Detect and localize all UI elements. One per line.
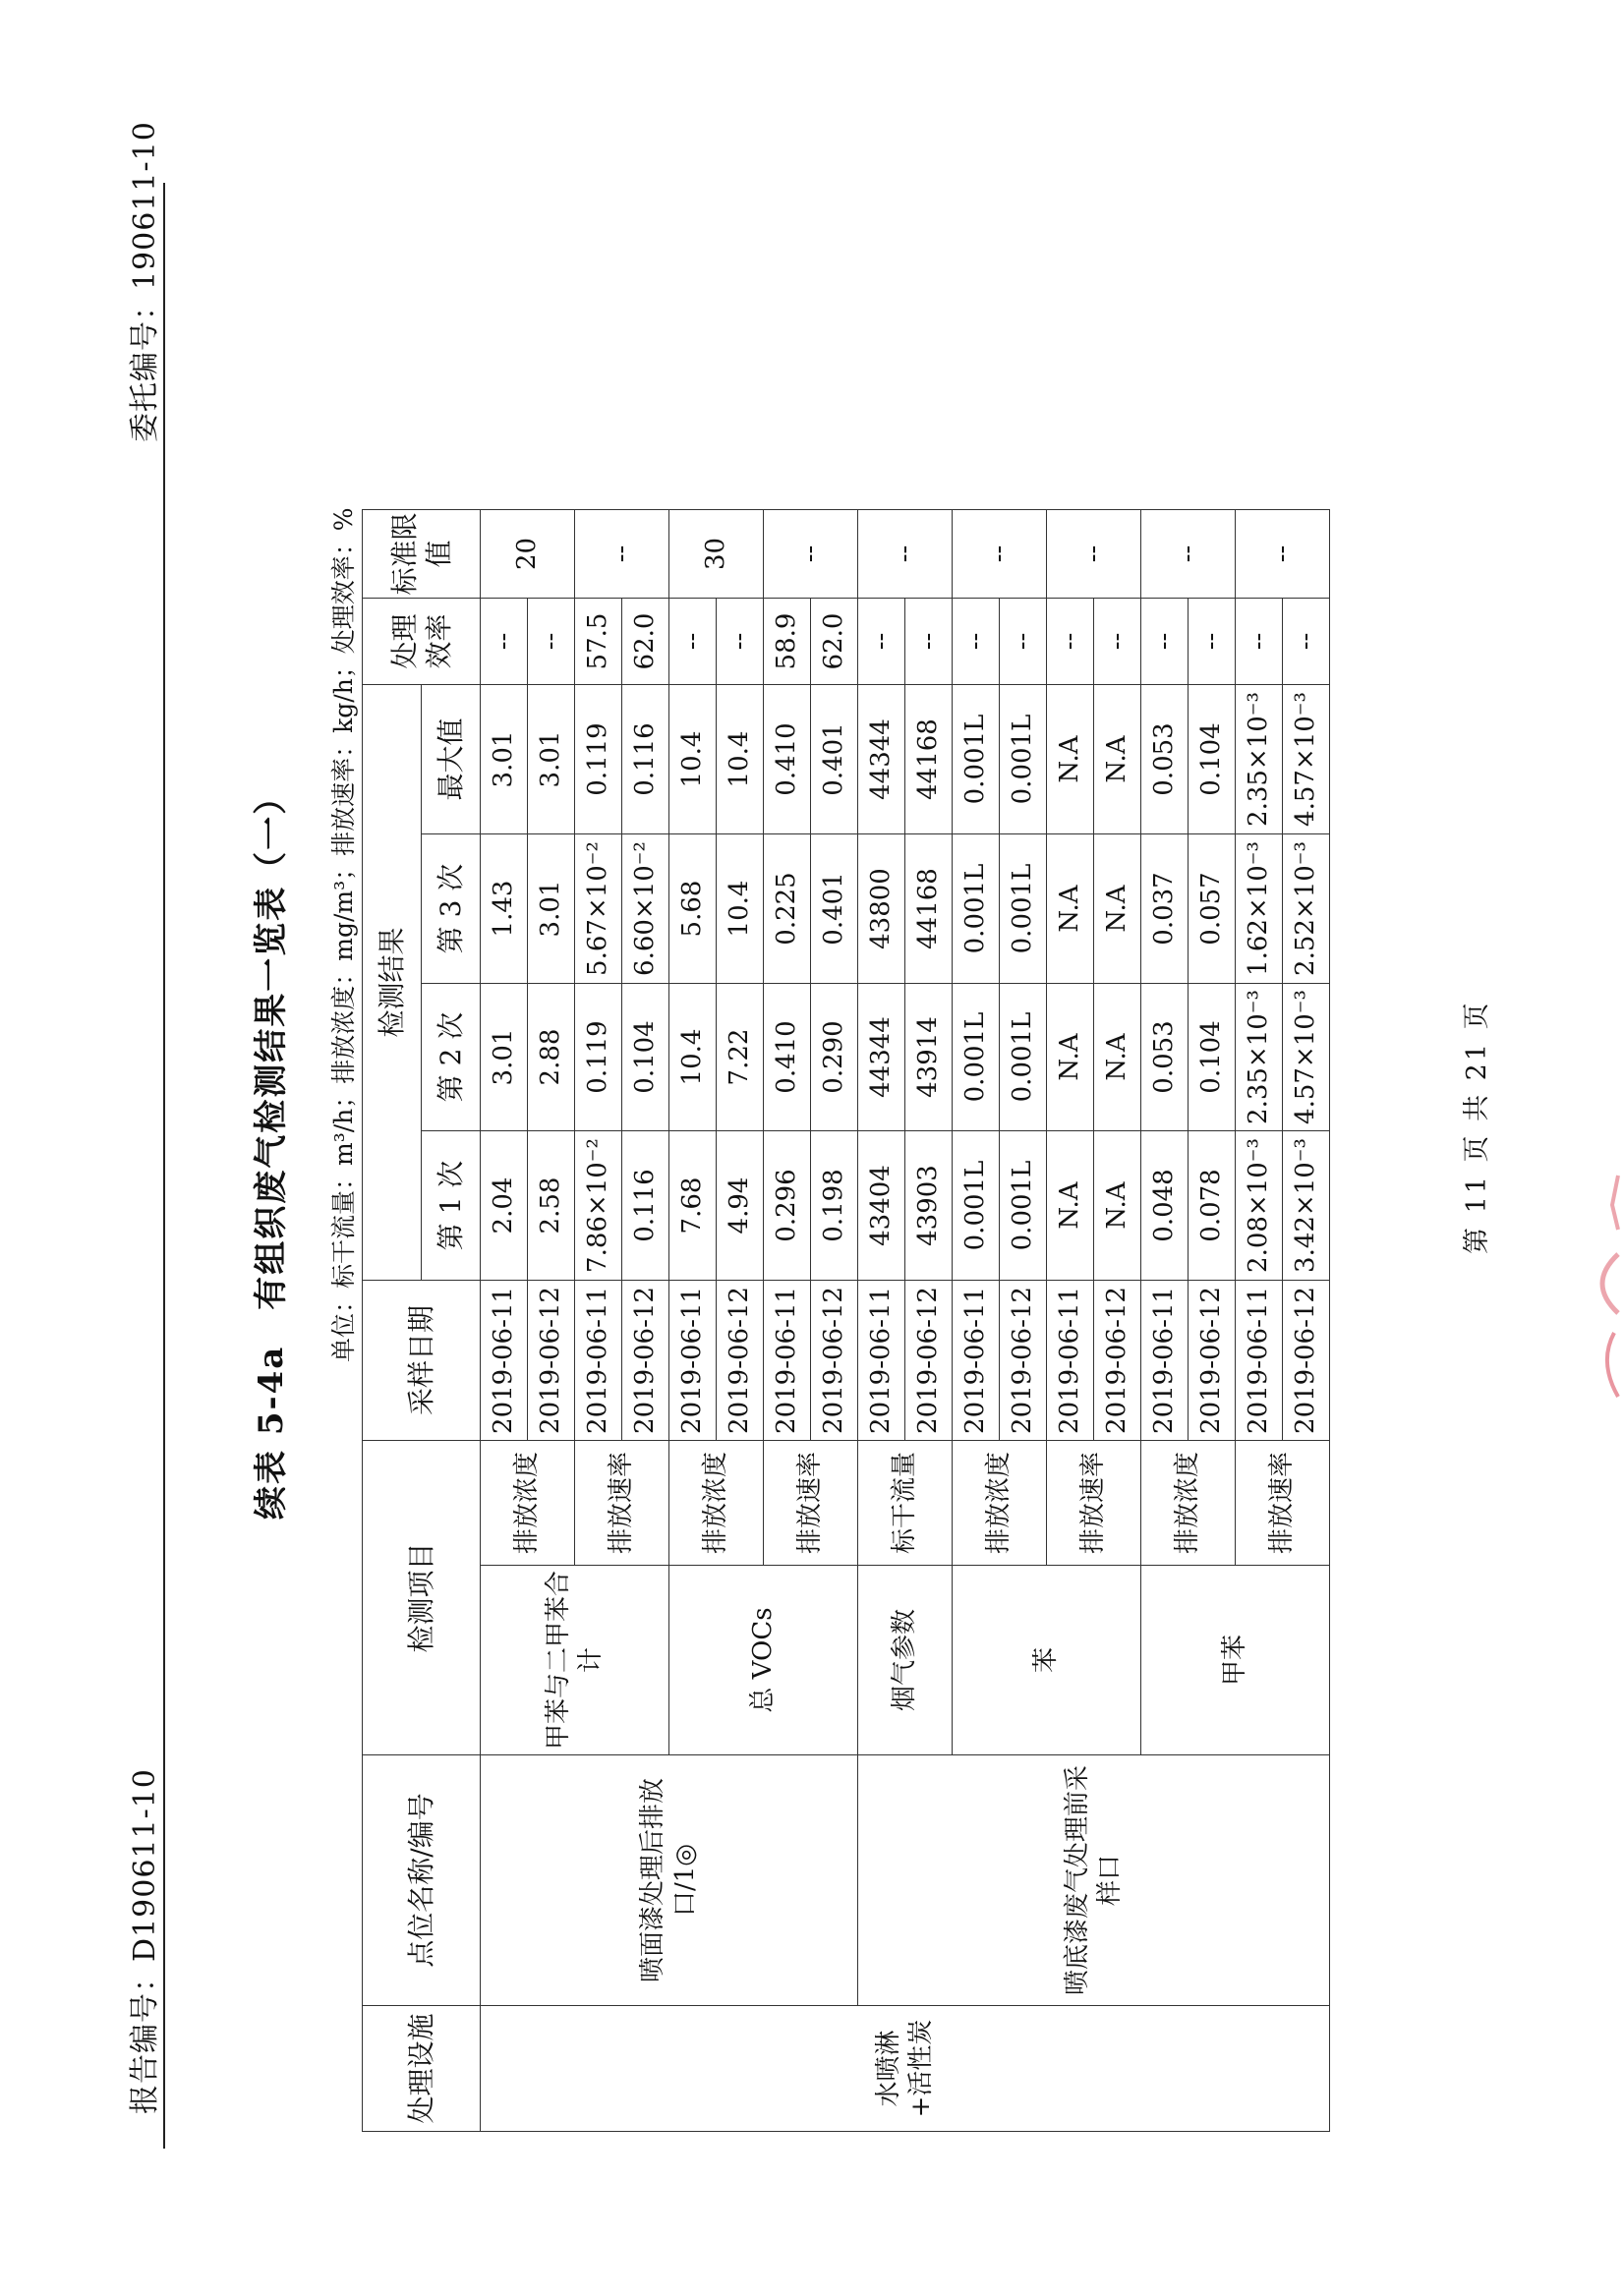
value-cell: 3.01 [481,984,528,1131]
value-cell: 0.001L [953,984,1000,1131]
value-cell: 0.037 [1141,834,1189,984]
red-stamp-edge [1579,1146,1624,1402]
date-cell: 2019-06-11 [858,1281,905,1441]
value-cell: 0.001L [1000,1131,1047,1281]
value-cell: 44344 [858,984,905,1131]
header-run-2: 第 2 次 [422,984,481,1131]
value-cell: 0.001L [1000,984,1047,1131]
value-cell: 0.410 [764,984,811,1131]
value-cell: 10.4 [669,685,717,834]
value-cell: 0.119 [575,984,622,1131]
results-table [362,509,1330,2132]
value-cell: 7.86×10⁻² [575,1131,622,1281]
date-cell: 2019-06-12 [1283,1281,1330,1441]
subitem-cell: 排放浓度 [481,1441,575,1566]
value-cell: 2.52×10⁻³ [1283,834,1330,984]
value-cell: 0.296 [764,1131,811,1281]
value-cell: 10.4 [717,685,764,834]
item-cell-5: 甲苯 [1141,1566,1330,1755]
date-cell: 2019-06-12 [528,1281,575,1441]
value-cell: 44344 [858,685,905,834]
subitem-cell: 排放速率 [1047,1441,1141,1566]
subitem-cell: 排放浓度 [1141,1441,1236,1566]
value-cell: 5.67×10⁻² [575,834,622,984]
value-cell: 7.68 [669,1131,717,1281]
limit-cell: -- [1236,510,1330,599]
eff-cell: -- [528,599,575,685]
eff-cell: -- [669,599,717,685]
value-cell: N.A [1094,685,1141,834]
value-cell: 6.60×10⁻² [622,834,669,984]
value-cell: 0.001L [1000,685,1047,834]
eff-cell: -- [1189,599,1236,685]
eff-cell: -- [858,599,905,685]
limit-cell: -- [1047,510,1141,599]
limit-cell: 30 [669,510,764,599]
header-facility: 处理设施 [363,2006,481,2132]
eff-cell: 62.0 [811,599,858,685]
date-cell: 2019-06-11 [575,1281,622,1441]
value-cell: 5.68 [669,834,717,984]
subitem-cell: 排放速率 [764,1441,858,1566]
date-cell: 2019-06-12 [622,1281,669,1441]
eff-cell: -- [717,599,764,685]
item-cell-3: 烟气参数 [858,1566,953,1755]
header-divider [163,183,165,2149]
value-cell: 43914 [905,984,953,1131]
eff-cell: 58.9 [764,599,811,685]
value-cell: 4.94 [717,1131,764,1281]
value-cell: N.A [1047,984,1094,1131]
date-cell: 2019-06-12 [717,1281,764,1441]
header-run-3: 第 3 次 [422,834,481,984]
units-note: 单位：标干流量：m³/h；排放浓度：mg/m³；排放速率：kg/h；处理效率：% [329,507,358,1362]
date-cell: 2019-06-11 [1047,1281,1094,1441]
value-cell: 0.401 [811,834,858,984]
value-cell: 0.048 [1141,1131,1189,1281]
value-cell: 0.290 [811,984,858,1131]
value-cell: 0.001L [953,1131,1000,1281]
eff-cell: -- [1283,599,1330,685]
eff-cell: 57.5 [575,599,622,685]
date-cell: 2019-06-12 [1094,1281,1141,1441]
date-cell: 2019-06-11 [764,1281,811,1441]
value-cell: 2.04 [481,1131,528,1281]
subitem-cell: 排放速率 [1236,1441,1330,1566]
value-cell: 3.01 [528,685,575,834]
limit-cell: -- [575,510,669,599]
value-cell: 2.08×10⁻³ [1236,1131,1283,1281]
header-item: 检测项目 [363,1441,481,1755]
page-number: 第 11 页 共 21 页 [1462,1000,1492,1254]
date-cell: 2019-06-11 [669,1281,717,1441]
value-cell: 1.62×10⁻³ [1236,834,1283,984]
value-cell: N.A [1047,834,1094,984]
eff-cell: -- [905,599,953,685]
date-cell: 2019-06-12 [905,1281,953,1441]
eff-cell: -- [1047,599,1094,685]
eff-cell: -- [481,599,528,685]
date-cell: 2019-06-11 [953,1281,1000,1441]
value-cell: 0.053 [1141,685,1189,834]
value-cell: 10.4 [669,984,717,1131]
value-cell: 2.88 [528,984,575,1131]
value-cell: 2.35×10⁻³ [1236,685,1283,834]
header-run-1: 第 1 次 [422,1131,481,1281]
value-cell: 3.01 [528,834,575,984]
value-cell: 44168 [905,685,953,834]
subitem-cell: 排放速率 [575,1441,669,1566]
subitem-cell: 排放浓度 [669,1441,764,1566]
point-cell-1: 喷面漆处理后排放口/1◎ [481,1755,858,2006]
point-cell-2: 喷底漆废气处理前采样口 [858,1755,1330,2006]
eff-cell: -- [953,599,1000,685]
limit-cell: -- [953,510,1047,599]
value-cell: N.A [1047,1131,1094,1281]
value-cell: 43800 [858,834,905,984]
header-limit: 标准限值 [363,510,481,599]
value-cell: 4.57×10⁻³ [1283,685,1330,834]
value-cell: 10.4 [717,834,764,984]
limit-cell: 20 [481,510,575,599]
value-cell: 0.104 [1189,685,1236,834]
value-cell: 0.198 [811,1131,858,1281]
value-cell: 0.053 [1141,984,1189,1131]
eff-cell: -- [1141,599,1189,685]
date-cell: 2019-06-12 [811,1281,858,1441]
value-cell: 44168 [905,834,953,984]
table-title: 续表 5-4a 有组织废气检测结果一览表（一） [252,778,291,1520]
date-cell: 2019-06-11 [1141,1281,1189,1441]
date-cell: 2019-06-12 [1189,1281,1236,1441]
value-cell: N.A [1047,685,1094,834]
value-cell: 2.58 [528,1131,575,1281]
subitem-cell: 标干流量 [858,1441,953,1566]
limit-cell: -- [1141,510,1236,599]
value-cell: 0.116 [622,1131,669,1281]
entrust-number: 委托编号：190611-10 [128,121,162,442]
date-cell: 2019-06-12 [1000,1281,1047,1441]
value-cell: 43903 [905,1131,953,1281]
value-cell: 3.42×10⁻³ [1283,1131,1330,1281]
header-results: 检测结果 [363,685,422,1281]
value-cell: 0.225 [764,834,811,984]
value-cell: 0.401 [811,685,858,834]
value-cell: 0.078 [1189,1131,1236,1281]
value-cell: 2.35×10⁻³ [1236,984,1283,1131]
value-cell: 43404 [858,1131,905,1281]
value-cell: 0.116 [622,685,669,834]
value-cell: 0.410 [764,685,811,834]
limit-cell: -- [858,510,953,599]
value-cell: 0.001L [1000,834,1047,984]
value-cell: N.A [1094,834,1141,984]
limit-cell: -- [764,510,858,599]
value-cell: 4.57×10⁻³ [1283,984,1330,1131]
value-cell: 1.43 [481,834,528,984]
eff-cell: -- [1236,599,1283,685]
date-cell: 2019-06-11 [1236,1281,1283,1441]
value-cell: 0.104 [622,984,669,1131]
report-number: 报告编号：D190611-10 [128,1768,162,2114]
value-cell: N.A [1094,984,1141,1131]
header-point: 点位名称/编号 [363,1755,481,2006]
header-max: 最大值 [422,685,481,834]
value-cell: 0.001L [953,834,1000,984]
value-cell: 0.057 [1189,834,1236,984]
date-cell: 2019-06-11 [481,1281,528,1441]
value-cell: N.A [1094,1131,1141,1281]
item-cell-1: 甲苯与二甲苯合计 [481,1566,669,1755]
eff-cell: -- [1094,599,1141,685]
eff-cell: 62.0 [622,599,669,685]
value-cell: 3.01 [481,685,528,834]
value-cell: 0.104 [1189,984,1236,1131]
facility-cell: 水喷淋+活性炭 [481,2006,1330,2132]
item-cell-4: 苯 [953,1566,1141,1755]
value-cell: 7.22 [717,984,764,1131]
value-cell: 0.001L [953,685,1000,834]
subitem-cell: 排放浓度 [953,1441,1047,1566]
header-date: 采样日期 [363,1281,481,1441]
eff-cell: -- [1000,599,1047,685]
header-efficiency: 处理效率 [363,599,481,685]
item-cell-2: 总 VOCs [669,1566,858,1755]
value-cell: 0.119 [575,685,622,834]
